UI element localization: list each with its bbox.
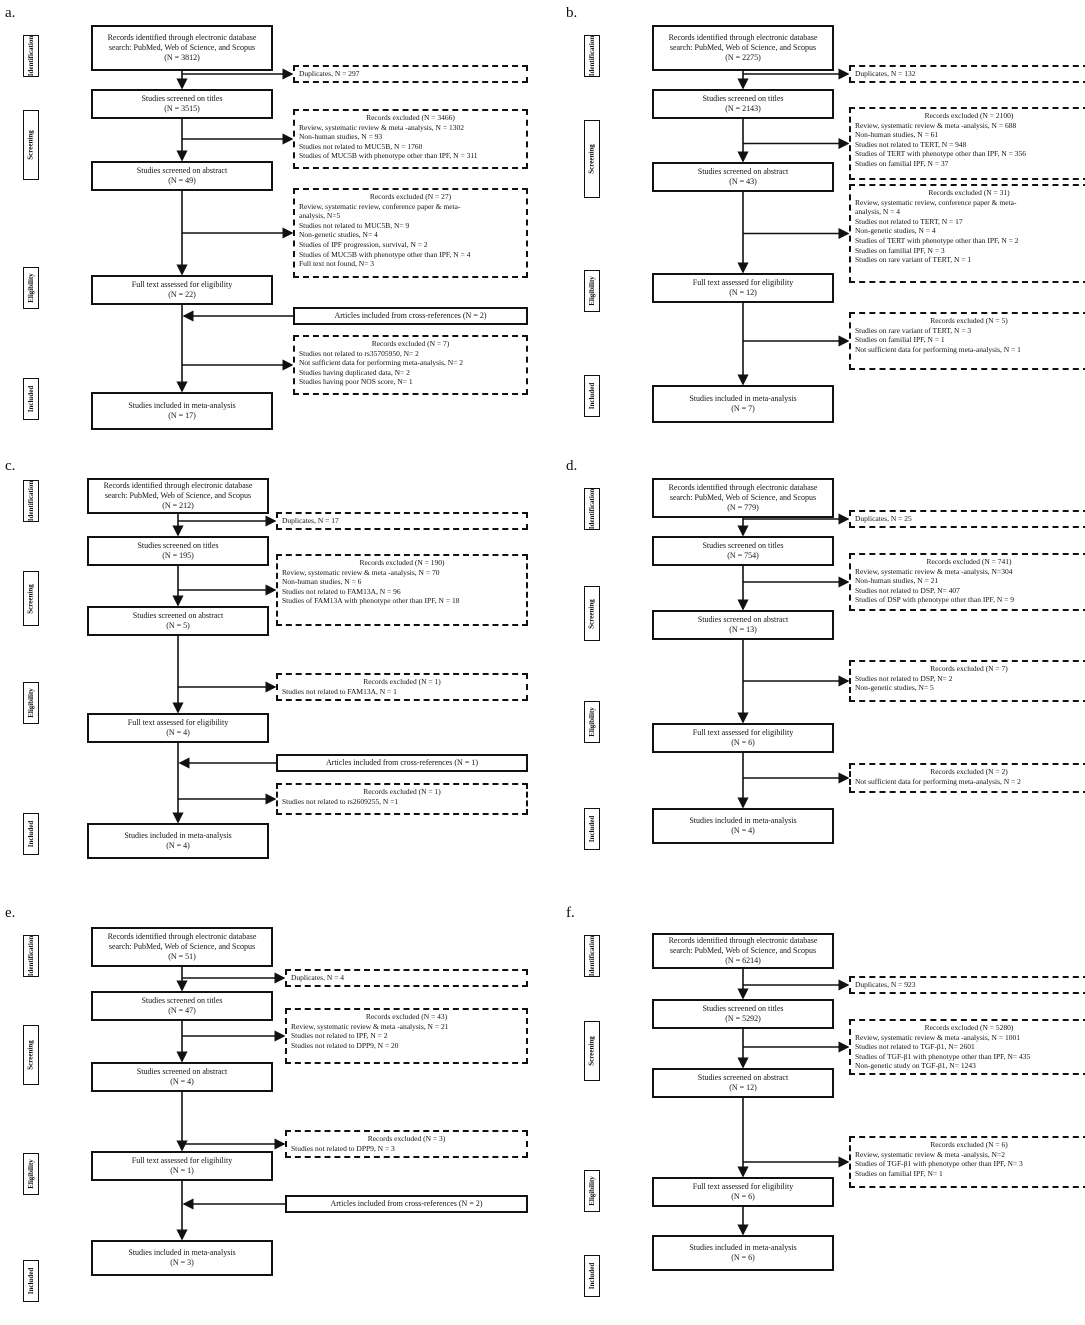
- screened-abstract-box-line: (N = 5): [166, 621, 190, 630]
- stage-label-text: Identification: [588, 935, 597, 977]
- records-excluded-box-item: Review, systematic review & meta -analysis, N=304: [855, 566, 1013, 576]
- screened-abstract-box: [652, 162, 834, 192]
- records-excluded-box-title: Records excluded (N = 2): [930, 767, 1008, 776]
- records-excluded-box-item: Studies on rare variant of TERT, N = 3: [855, 325, 972, 335]
- records-excluded-box: [849, 1019, 1085, 1075]
- stage-label-text: Identification: [27, 35, 36, 77]
- records-excluded-box-title: Records excluded (N = 27): [369, 192, 452, 201]
- records-excluded-box-item: analysis, N = 4: [855, 207, 901, 217]
- records-excluded-box-item: Studies not related to rs2609255, N =1: [282, 796, 399, 806]
- records-excluded-box-item: Studies not related to rs35705950, N= 2: [299, 348, 419, 358]
- panel-label: b.: [566, 5, 578, 21]
- records-excluded-box-item: Studies of IPF progression, survival, N = 2: [299, 239, 428, 249]
- included-box-line: Studies included in meta-analysis: [124, 831, 232, 840]
- stage-label-text: Included: [27, 820, 35, 848]
- records-excluded-box-item: Review, systematic review, conference paper & meta-: [855, 197, 1017, 207]
- screened-titles-box-line: (N = 3515): [164, 104, 200, 113]
- full-text-box-line: (N = 1): [170, 1166, 194, 1175]
- screened-titles-box-line: Studies screened on titles: [141, 996, 223, 1005]
- screened-titles-box: [87, 536, 269, 566]
- records-excluded-box-item: Review, systematic review & meta -analysis, N = 21: [291, 1021, 449, 1031]
- stage-label-text: Screening: [588, 598, 596, 629]
- included-box: [87, 823, 269, 859]
- records-excluded-box-item: Studies of DSP with phenotype other than IPF, N = 9: [855, 595, 1014, 605]
- included-box-line: (N = 17): [168, 411, 196, 420]
- records-excluded-box-item: Studies of TGF-β1 with phenotype other than IPF, N= 435: [855, 1051, 1031, 1061]
- stage-label-text: Included: [588, 1262, 596, 1290]
- screened-abstract-box-line: (N = 12): [729, 1083, 757, 1092]
- stage-label-text: Eligibility: [588, 1176, 596, 1206]
- duplicates-box-text: Duplicates, N = 25: [855, 514, 912, 524]
- screened-titles-box-line: Studies screened on titles: [141, 94, 223, 103]
- records-identified-box: [652, 933, 834, 969]
- screened-titles-box-line: Studies screened on titles: [702, 541, 784, 550]
- records-excluded-box-item: Studies on familial IPF, N = 1: [855, 335, 945, 345]
- full-text-box-line: Full text assessed for eligibility: [131, 1156, 233, 1165]
- records-excluded-box-item: Studies of FAM13A with phenotype other than IPF, N = 18: [282, 596, 460, 606]
- records-identified-box-line: search: PubMed, Web of Science, and Scopus: [108, 942, 256, 951]
- stage-label-text: Screening: [588, 144, 596, 174]
- records-excluded-box-item: Non-genetic study on TGF-β1, N= 1243: [855, 1061, 976, 1071]
- stage-label-text: Included: [27, 1267, 35, 1295]
- records-excluded-box-item: Non-human studies, N = 61: [855, 130, 939, 140]
- records-identified-box: [91, 927, 273, 967]
- records-excluded-box-item: Studies having duplicated data, N= 2: [299, 367, 410, 377]
- records-excluded-box-title: Records excluded (N = 6): [930, 1140, 1008, 1149]
- stage-label-text: Screening: [27, 1040, 35, 1070]
- records-excluded-box-title: Records excluded (N = 741): [926, 557, 1012, 566]
- records-excluded-box-item: Not sufficient data for performing meta-analysis, N= 2: [299, 358, 464, 368]
- records-excluded-box-item: Non-human studies, N = 21: [855, 576, 939, 586]
- included-box-line: (N = 3): [170, 1258, 194, 1267]
- screened-abstract-box: [91, 161, 273, 191]
- records-identified-box-line: Records identified through electronic database: [668, 33, 818, 42]
- cross-references-box-text: Articles included from cross-references (N = 2): [334, 311, 487, 320]
- stage-label-text: Screening: [588, 1036, 596, 1066]
- records-excluded-box-title: Records excluded (N = 5): [930, 316, 1008, 325]
- screened-abstract-box: [652, 610, 834, 640]
- screened-abstract-box-line: Studies screened on abstract: [697, 615, 789, 624]
- records-identified-box-line: Records identified through electronic database: [103, 481, 253, 490]
- duplicates-box-text: Duplicates, N = 132: [855, 69, 916, 79]
- duplicates-box: [285, 969, 528, 987]
- records-excluded-box-item: Non-human studies, N = 93: [299, 132, 383, 142]
- records-excluded-box-item: Studies not related to TGF-β1, N= 2601: [855, 1042, 975, 1052]
- panel-label: f.: [566, 905, 575, 921]
- stage-label-text: Identification: [27, 935, 36, 977]
- records-excluded-box: [849, 107, 1085, 180]
- stage-label-text: Screening: [27, 130, 35, 160]
- full-text-box-line: (N = 4): [166, 728, 190, 737]
- records-identified-box-line: search: PubMed, Web of Science, and Scopus: [108, 43, 256, 52]
- stage-label-text: Eligibility: [27, 273, 35, 303]
- records-identified-box-line: search: PubMed, Web of Science, and Scopus: [669, 43, 817, 52]
- records-excluded-box-item: Review, systematic review & meta -analysis, N = 688: [855, 120, 1017, 130]
- records-excluded-box-item: Studies not related to IPF, N = 2: [291, 1031, 388, 1041]
- flowchart-panel-f: [566, 905, 1085, 1325]
- records-identified-box-line: Records identified through electronic database: [107, 932, 257, 941]
- records-excluded-box: [849, 553, 1085, 611]
- cross-references-box: [276, 754, 528, 772]
- screened-abstract-box-line: Studies screened on abstract: [136, 166, 228, 175]
- duplicates-box: [293, 65, 528, 83]
- cross-references-box-text: Articles included from cross-references (N = 1): [325, 758, 478, 767]
- included-box-line: (N = 7): [731, 404, 755, 413]
- records-excluded-box-item: Review, systematic review, conference paper & meta-: [299, 201, 461, 211]
- records-excluded-box: [849, 184, 1085, 283]
- records-excluded-box-item: Studies not related to DSP, N= 407: [855, 585, 960, 595]
- full-text-box-line: Full text assessed for eligibility: [131, 280, 233, 289]
- records-excluded-box-item: Studies having poor NOS score, N= 1: [299, 377, 413, 387]
- screened-abstract-box: [87, 606, 269, 636]
- records-excluded-box: [849, 660, 1085, 702]
- full-text-box-line: Full text assessed for eligibility: [692, 1182, 794, 1191]
- screened-titles-box-line: (N = 5292): [725, 1014, 761, 1023]
- stage-label-text: Screening: [27, 583, 35, 614]
- records-excluded-box: [849, 763, 1085, 793]
- records-identified-box-line: Records identified through electronic database: [668, 483, 818, 492]
- records-excluded-box: [849, 312, 1085, 370]
- records-excluded-box-item: Studies of MUC5B with phenotype other than IPF, N = 311: [299, 151, 478, 161]
- stage-label-text: Identification: [588, 35, 597, 77]
- flowchart-panel-b: [566, 5, 1085, 425]
- screened-abstract-box-line: Studies screened on abstract: [132, 611, 224, 620]
- cross-references-box: [285, 1195, 528, 1213]
- full-text-box: [87, 713, 269, 743]
- records-identified-box-line: (N = 3812): [164, 53, 200, 62]
- records-identified-box-line: search: PubMed, Web of Science, and Scopus: [104, 491, 252, 500]
- records-identified-box-line: (N = 212): [162, 501, 194, 510]
- records-identified-box: [91, 25, 273, 71]
- screened-titles-box-line: Studies screened on titles: [702, 1004, 784, 1013]
- included-box: [652, 385, 834, 423]
- stage-label-text: Eligibility: [27, 688, 35, 718]
- records-excluded-box-item: Studies not related to TERT, N = 17: [855, 216, 963, 226]
- records-excluded-box-item: analysis, N=5: [299, 211, 341, 221]
- cross-references-box: [293, 307, 528, 325]
- flowchart-panel-a: [5, 5, 535, 425]
- stage-label-text: Identification: [588, 488, 597, 530]
- records-excluded-box-title: Records excluded (N = 1): [363, 677, 441, 686]
- full-text-box-line: (N = 22): [168, 290, 196, 299]
- duplicates-box-text: Duplicates, N = 297: [299, 69, 360, 79]
- screened-abstract-box-line: (N = 4): [170, 1077, 194, 1086]
- included-box: [91, 392, 273, 430]
- records-excluded-box-item: Review, systematic review & meta -analysis, N = 70: [282, 567, 440, 577]
- records-excluded-box-item: Studies on familial IPF, N = 3: [855, 245, 945, 255]
- screened-titles-box-line: Studies screened on titles: [702, 94, 784, 103]
- records-identified-box-line: (N = 779): [727, 503, 759, 512]
- records-excluded-box-item: Full text not found, N= 3: [299, 259, 375, 269]
- records-excluded-box-title: Records excluded (N = 1): [363, 787, 441, 796]
- stage-label-text: Eligibility: [588, 276, 596, 306]
- included-box: [91, 1240, 273, 1276]
- records-excluded-box-item: Studies on rare variant of TERT, N = 1: [855, 255, 972, 265]
- records-excluded-box-item: Studies not related to TERT, N = 948: [855, 139, 967, 149]
- records-excluded-box: [293, 335, 528, 395]
- records-identified-box: [87, 478, 269, 514]
- included-box: [652, 808, 834, 844]
- screened-titles-box-line: Studies screened on titles: [137, 541, 219, 550]
- records-identified-box-line: search: PubMed, Web of Science, and Scopus: [669, 493, 817, 502]
- records-excluded-box-title: Records excluded (N = 3466): [366, 113, 455, 122]
- records-excluded-box-item: Studies not related to DPP9, N = 20: [291, 1040, 399, 1050]
- panel-label: d.: [566, 458, 578, 474]
- records-excluded-box: [276, 673, 528, 701]
- full-text-box-line: (N = 12): [729, 288, 757, 297]
- full-text-box-line: Full text assessed for eligibility: [127, 718, 229, 727]
- records-excluded-box: [293, 109, 528, 169]
- screened-abstract-box-line: Studies screened on abstract: [697, 167, 789, 176]
- records-excluded-box-title: Records excluded (N = 43): [365, 1012, 448, 1021]
- panel-label: e.: [5, 905, 16, 921]
- duplicates-box: [849, 65, 1085, 83]
- records-excluded-box-title: Records excluded (N = 2100): [924, 111, 1014, 120]
- screened-titles-box: [91, 89, 273, 119]
- records-excluded-box-item: Non-genetic studies, N= 5: [855, 683, 934, 693]
- records-excluded-box: [285, 1130, 528, 1158]
- records-excluded-box-item: Review, systematic review & meta -analysis, N = 1001: [855, 1032, 1020, 1042]
- included-box-line: Studies included in meta-analysis: [128, 401, 236, 410]
- panel-label: c.: [5, 458, 16, 474]
- records-excluded-box-item: Studies not related to FAM13A, N = 1: [282, 686, 397, 696]
- stage-label-text: Included: [588, 815, 596, 843]
- records-excluded-box-item: Studies of MUC5B with phenotype other than IPF, N = 4: [299, 249, 471, 259]
- records-excluded-box-item: Not sufficient data for performing meta-analysis, N = 1: [855, 344, 1021, 354]
- screened-abstract-box-line: (N = 49): [168, 176, 196, 185]
- records-excluded-box-item: Not sufficient data for performing meta-analysis, N = 2: [855, 776, 1021, 786]
- screened-titles-box-line: (N = 754): [727, 551, 759, 560]
- records-excluded-box-item: Studies on familial IPF, N = 37: [855, 158, 949, 168]
- records-identified-box-line: (N = 2275): [725, 53, 761, 62]
- records-identified-box-line: Records identified through electronic database: [668, 936, 818, 945]
- duplicates-box: [276, 512, 528, 530]
- screened-titles-box-line: (N = 195): [162, 551, 194, 560]
- full-text-box: [91, 1151, 273, 1181]
- records-excluded-box-item: Studies of TERT with phenotype other than IPF, N = 356: [855, 149, 1027, 159]
- screened-abstract-box-line: (N = 43): [729, 177, 757, 186]
- full-text-box-line: Full text assessed for eligibility: [692, 278, 794, 287]
- panel-label: a.: [5, 5, 16, 21]
- records-identified-box: [652, 25, 834, 71]
- screened-abstract-box-line: (N = 13): [729, 625, 757, 634]
- duplicates-box: [849, 510, 1085, 528]
- flowchart-panel-c: [5, 458, 535, 878]
- records-identified-box-line: Records identified through electronic database: [107, 33, 257, 42]
- records-excluded-box-item: Studies on familial IPF, N= 1: [855, 1168, 943, 1178]
- records-excluded-box-title: Records excluded (N = 7): [371, 339, 450, 348]
- records-excluded-box-item: Non-human studies, N = 6: [282, 577, 362, 587]
- records-identified-box: [652, 478, 834, 518]
- records-identified-box-line: (N = 6214): [725, 956, 761, 965]
- stage-label-text: Included: [27, 385, 35, 413]
- records-excluded-box: [285, 1008, 528, 1064]
- full-text-box-line: (N = 6): [731, 738, 755, 747]
- flowchart-panel-d: [566, 458, 1085, 878]
- records-excluded-box-title: Records excluded (N = 7): [930, 664, 1008, 673]
- stage-label-text: Included: [588, 382, 596, 410]
- screened-titles-box: [652, 89, 834, 119]
- records-excluded-box-item: Non-genetic studies, N = 4: [855, 226, 936, 236]
- records-identified-box-line: (N = 51): [168, 952, 196, 961]
- records-excluded-box-item: Studies of TGF-β1 with phenotype other than IPF, N= 3: [855, 1159, 1023, 1169]
- records-excluded-box-item: Review, systematic review & meta -analysis, N = 1302: [299, 122, 464, 132]
- screened-titles-box: [91, 991, 273, 1021]
- flowchart-panel-e: [5, 905, 535, 1325]
- full-text-box: [652, 723, 834, 753]
- duplicates-box: [849, 976, 1085, 994]
- screened-titles-box: [652, 999, 834, 1029]
- records-excluded-box-item: Studies not related to MUC5B, N = 1760: [299, 141, 423, 151]
- stage-label-text: Eligibility: [588, 707, 596, 737]
- screened-abstract-box: [91, 1062, 273, 1092]
- records-excluded-box: [293, 188, 528, 278]
- records-excluded-box-title: Records excluded (N = 5280): [924, 1023, 1014, 1032]
- included-box-line: Studies included in meta-analysis: [689, 394, 797, 403]
- screened-titles-box-line: (N = 47): [168, 1006, 196, 1015]
- stage-label-text: Eligibility: [27, 1159, 35, 1189]
- records-excluded-box-title: Records excluded (N = 31): [928, 188, 1010, 197]
- included-box: [652, 1235, 834, 1271]
- records-excluded-box-title: Records excluded (N = 3): [367, 1134, 446, 1143]
- records-excluded-box: [276, 783, 528, 815]
- screened-titles-box-line: (N = 2143): [725, 104, 761, 113]
- included-box-line: Studies included in meta-analysis: [689, 816, 797, 825]
- records-excluded-box-item: Review, systematic review & meta -analysis, N=2: [855, 1149, 1005, 1159]
- cross-references-box-text: Articles included from cross-references (N = 2): [330, 1199, 483, 1208]
- records-excluded-box-title: Records excluded (N = 190): [359, 558, 445, 567]
- screened-abstract-box-line: Studies screened on abstract: [136, 1067, 228, 1076]
- duplicates-box-text: Duplicates, N = 4: [291, 973, 344, 983]
- full-text-box-line: (N = 6): [731, 1192, 755, 1201]
- records-excluded-box-item: Non-genetic studies, N= 4: [299, 230, 378, 240]
- screened-abstract-box-line: Studies screened on abstract: [697, 1073, 789, 1082]
- records-excluded-box-item: Studies not related to DPP9, N = 3: [291, 1143, 395, 1153]
- records-identified-box-line: search: PubMed, Web of Science, and Scopus: [669, 946, 817, 955]
- records-excluded-box-item: Studies of TERT with phenotype other than IPF, N = 2: [855, 235, 1019, 245]
- duplicates-box-text: Duplicates, N = 17: [282, 516, 339, 526]
- screened-titles-box: [652, 536, 834, 566]
- stage-label-text: Identification: [27, 480, 36, 522]
- records-excluded-box-item: Studies not related to DSP, N= 2: [855, 673, 953, 683]
- included-box-line: Studies included in meta-analysis: [689, 1243, 797, 1252]
- records-excluded-box: [276, 554, 528, 626]
- full-text-box: [652, 1177, 834, 1207]
- included-box-line: (N = 6): [731, 1253, 755, 1262]
- full-text-box: [91, 275, 273, 305]
- included-box-line: (N = 4): [166, 841, 190, 850]
- full-text-box: [652, 273, 834, 303]
- full-text-box-line: Full text assessed for eligibility: [692, 728, 794, 737]
- records-excluded-box: [849, 1136, 1085, 1188]
- records-excluded-box-item: Studies not related to MUC5B, N= 9: [299, 220, 410, 230]
- duplicates-box-text: Duplicates, N = 923: [855, 980, 916, 990]
- records-excluded-box-item: Studies not related to FAM13A, N = 96: [282, 586, 401, 596]
- included-box-line: Studies included in meta-analysis: [128, 1248, 236, 1257]
- screened-abstract-box: [652, 1068, 834, 1098]
- included-box-line: (N = 4): [731, 826, 755, 835]
